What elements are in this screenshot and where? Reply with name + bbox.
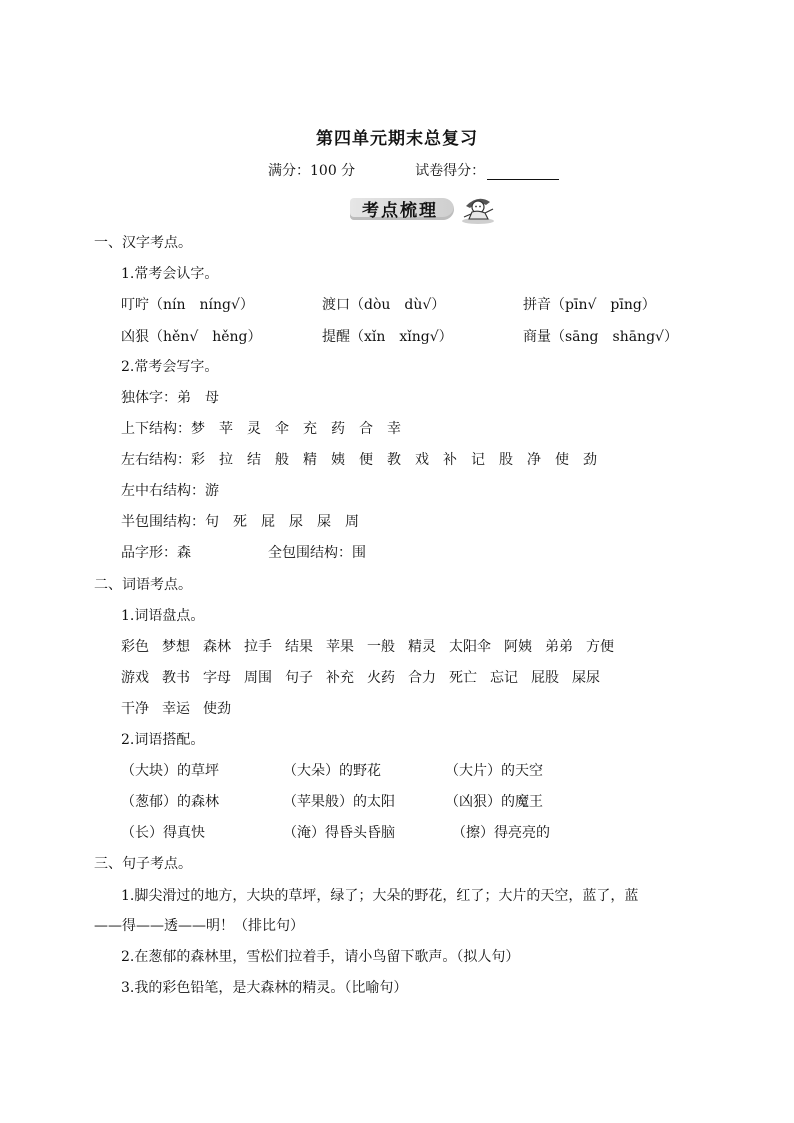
structure-label: 左右结构：: [121, 452, 191, 468]
structure-row: [121, 449, 611, 469]
word: 苹果: [326, 639, 354, 655]
pinyin-item: 拼音（pīn√ pīng）: [523, 297, 656, 313]
word: 拉手: [244, 639, 272, 655]
word: 忘记: [490, 670, 518, 686]
section-3-heading: 三、句子考点。: [94, 856, 192, 872]
char: 屁: [261, 514, 275, 530]
char: 净: [527, 452, 541, 468]
char: 般: [275, 452, 289, 468]
collocation-item: （大片）的天空: [445, 763, 543, 779]
score-line: [268, 160, 559, 180]
pinyin-item: 提醒（xǐn xǐng√）: [322, 329, 453, 345]
char: 精: [303, 452, 317, 468]
char: 股: [499, 452, 513, 468]
char: 充: [303, 421, 317, 437]
collocation-item: （葱郁）的森林: [121, 794, 219, 810]
word: 精灵: [408, 639, 436, 655]
word: 教书: [162, 670, 190, 686]
cartoon-child-icon: [458, 192, 498, 224]
full-score-label: 满分：100 分: [268, 163, 356, 179]
pinyin-item: 商量（sāng shāng√）: [523, 329, 678, 345]
word: 彩色: [121, 639, 149, 655]
score-blank: [487, 165, 559, 180]
word: 梦想: [162, 639, 190, 655]
structure-row: [121, 542, 191, 562]
char: 游: [205, 483, 219, 499]
char: 便: [359, 452, 373, 468]
word: 太阳伞: [449, 639, 491, 655]
word: 森林: [203, 639, 231, 655]
char: 梦: [191, 421, 205, 437]
char: 戏: [415, 452, 429, 468]
word: 合力: [408, 670, 436, 686]
page-title: 第四单元期末总复习: [316, 129, 478, 149]
sentence-item: 2.在葱郁的森林里，雪松们拉着手，请小鸟留下歌声。（拟人句）: [121, 949, 520, 965]
word: 游戏: [121, 670, 149, 686]
char: 句: [205, 514, 219, 530]
word: 句子: [285, 670, 313, 686]
char: 合: [359, 421, 373, 437]
pinyin-item: 凶狠（hěn√ hěng）: [121, 329, 262, 345]
word: 火药: [367, 670, 395, 686]
word: 字母: [203, 670, 231, 686]
char: 补: [443, 452, 457, 468]
word: 幸运: [162, 701, 190, 717]
char: 死: [233, 514, 247, 530]
structure-label: 品字形：: [121, 545, 177, 561]
char: 灵: [247, 421, 261, 437]
char: 结: [247, 452, 261, 468]
char: 苹: [219, 421, 233, 437]
word: 干净: [121, 701, 149, 717]
word-row: [121, 667, 613, 687]
structure-row: [121, 418, 415, 438]
char: 尿: [289, 514, 303, 530]
char: 屎: [317, 514, 331, 530]
section-1-heading: 一、汉字考点。: [94, 235, 192, 251]
char: 姨: [331, 452, 345, 468]
char: 周: [345, 514, 359, 530]
word: 使劲: [203, 701, 231, 717]
structure-label: 独体字：: [121, 390, 177, 406]
section-2-heading: 二、词语考点。: [94, 577, 192, 593]
char: 药: [331, 421, 345, 437]
word: 死亡: [449, 670, 477, 686]
word-row: [121, 698, 244, 718]
section-2-sub-2: 2.词语搭配。: [121, 732, 205, 748]
char: 森: [177, 545, 191, 561]
collocation-item: （苹果般）的太阳: [283, 794, 395, 810]
word: 周围: [244, 670, 272, 686]
char: 使: [555, 452, 569, 468]
char: 围: [352, 545, 366, 561]
char: 弟: [177, 390, 191, 406]
word: 方便: [586, 639, 614, 655]
word: 阿姨: [504, 639, 532, 655]
section-2-sub-1: 1.词语盘点。: [121, 608, 205, 624]
structure-label: 上下结构：: [121, 421, 191, 437]
pinyin-item: 渡口（dòu dù√）: [322, 297, 446, 313]
char: 劲: [583, 452, 597, 468]
word: 屁股: [531, 670, 559, 686]
score-got-label: 试卷得分：: [415, 163, 486, 179]
structure-label: 左中右结构：: [121, 483, 205, 499]
char: 幸: [387, 421, 401, 437]
word: 一般: [367, 639, 395, 655]
word-row: [121, 636, 627, 656]
word: 屎尿: [572, 670, 600, 686]
banner-title: 考点梳理: [362, 201, 438, 221]
structure-label: 半包围结构：: [121, 514, 205, 530]
structure-row: [268, 542, 366, 562]
word: 弟弟: [545, 639, 573, 655]
collocation-item: （凶狠）的魔王: [445, 794, 543, 810]
sentence-item: 3.我的彩色铅笔，是大森林的精灵。（比喻句）: [121, 980, 408, 996]
sentence-item-continued: ——得——透——明！（排比句）: [94, 918, 304, 934]
section-banner: [350, 192, 498, 224]
collocation-item: （擦）得亮亮的: [452, 825, 550, 841]
char: 母: [205, 390, 219, 406]
sentence-item: 1.脚尖滑过的地方，大块的草坪，绿了；大朵的野花，红了；大片的天空，蓝了，蓝: [121, 888, 639, 904]
char: 伞: [275, 421, 289, 437]
structure-row: [121, 480, 233, 500]
collocation-item: （长）得真快: [121, 825, 205, 841]
char: 彩: [191, 452, 205, 468]
char: 记: [471, 452, 485, 468]
char: 教: [387, 452, 401, 468]
structure-label: 全包围结构：: [268, 545, 352, 561]
collocation-item: （大块）的草坪: [121, 763, 219, 779]
word: 结果: [285, 639, 313, 655]
word: 补充: [326, 670, 354, 686]
structure-row: [121, 387, 233, 407]
collocation-item: （大朵）的野花: [283, 763, 381, 779]
structure-row: [121, 511, 373, 531]
section-1-sub-1: 1.常考会认字。: [121, 266, 219, 282]
section-1-sub-2: 2.常考会写字。: [121, 359, 219, 375]
char: 拉: [219, 452, 233, 468]
pinyin-item: 叮咛（nín níng√）: [121, 297, 254, 313]
collocation-item: （淹）得昏头昏脑: [283, 825, 395, 841]
